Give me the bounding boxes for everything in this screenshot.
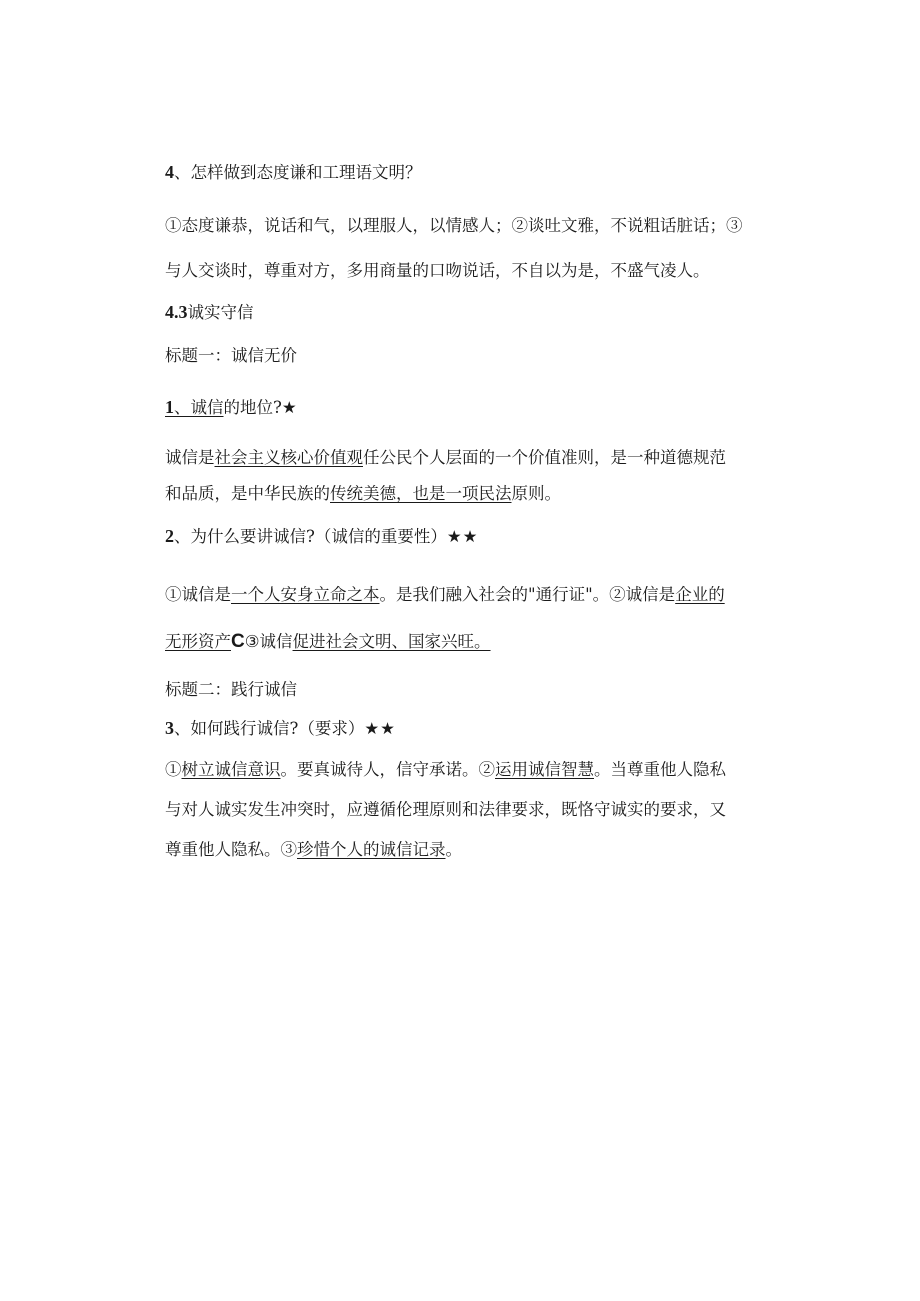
question-2-title xyxy=(165,526,478,547)
question-number: 4 xyxy=(165,162,174,182)
answer-key-point: 树立诚信意识 xyxy=(181,760,281,779)
answer-key-point: 企业的 xyxy=(675,585,725,604)
answer-key-point: 运用诚信智慧 xyxy=(495,760,594,779)
answer-text: 。要真诚待人，信守承诺。② xyxy=(280,760,495,779)
answer-text: C xyxy=(231,631,245,652)
answer-text: 原则。 xyxy=(511,484,561,503)
answer-text: ③诚信 xyxy=(244,632,293,651)
answer-key-point: 传统美德，也是一项民法 xyxy=(330,484,512,503)
answer-text: 诚信是 xyxy=(165,448,215,467)
question-4-answer-line-2: 与人交谈时，尊重对方，多用商量的口吻说话，不自以为是，不盛气凌人。 xyxy=(165,261,710,280)
answer-text: 。当尊重他人隐私 xyxy=(594,760,726,779)
star-icon: ★★ xyxy=(446,527,479,546)
question-term: 诚信 xyxy=(190,398,224,417)
answer-key-point: 社会主义核心价值观 xyxy=(214,448,363,467)
subheading-1: 标题一：诚信无价 xyxy=(165,346,297,365)
question-text: 、如何践行诚信?（要求） xyxy=(174,719,365,738)
answer-text: 。是我们融入社会的"通行证"。②诚信是 xyxy=(379,585,676,604)
answer-text: 尊重他人隐私。③ xyxy=(165,840,297,859)
answer-text: 任公民个人层面的一个价值准则，是一种道德规范 xyxy=(363,448,726,467)
question-1-answer-line-2 xyxy=(165,484,561,504)
question-number: 2 xyxy=(165,526,174,546)
answer-text: ① xyxy=(165,760,182,779)
star-icon: ★ xyxy=(281,398,298,417)
star-icon: ★★ xyxy=(364,719,396,738)
question-text: 、为什么要讲诚信?（诚信的重要性） xyxy=(174,527,447,546)
answer-key-point: 一个人安身立命之本 xyxy=(231,585,380,604)
question-1-title xyxy=(165,397,298,418)
answer-key-point: 珍惜个人的诚信记录 xyxy=(297,840,446,859)
subheading-2: 标题二：践行诚信 xyxy=(165,680,297,699)
section-number: 4.3 xyxy=(165,302,188,322)
answer-text: 。 xyxy=(445,840,462,859)
question-3-answer-line-1 xyxy=(165,760,726,780)
question-sep: 、 xyxy=(174,398,191,417)
section-heading xyxy=(165,302,254,323)
question-3-answer-line-3 xyxy=(165,840,462,860)
question-3-answer-line-2: 与对人诚实发生冲突时，应遵循伦理原则和法律要求，既恪守诚实的要求，又 xyxy=(165,800,726,819)
question-number: 3 xyxy=(165,718,174,738)
question-4-title xyxy=(165,162,422,183)
question-1-answer-line-1 xyxy=(165,448,726,468)
answer-text: ①诚信是 xyxy=(165,585,231,604)
section-title: 诚实守信 xyxy=(187,303,254,322)
question-2-answer-line-2 xyxy=(165,632,491,652)
question-2-answer-line-1 xyxy=(165,585,725,605)
question-4-answer-line-1: ①态度谦恭，说话和气，以理服人，以情感人；②谈吐文雅，不说粗话脏话；③ xyxy=(165,216,743,235)
question-text: 的地位? xyxy=(223,398,282,417)
question-3-title xyxy=(165,718,396,739)
answer-key-point: 无形资产 xyxy=(165,632,231,651)
answer-text: 和品质，是中华民族的 xyxy=(165,484,330,503)
question-text: 、怎样做到态度谦和工理语文明？ xyxy=(174,163,422,182)
question-number: 1 xyxy=(165,397,174,417)
answer-key-point: 促进社会文明、国家兴旺。 xyxy=(292,632,491,651)
